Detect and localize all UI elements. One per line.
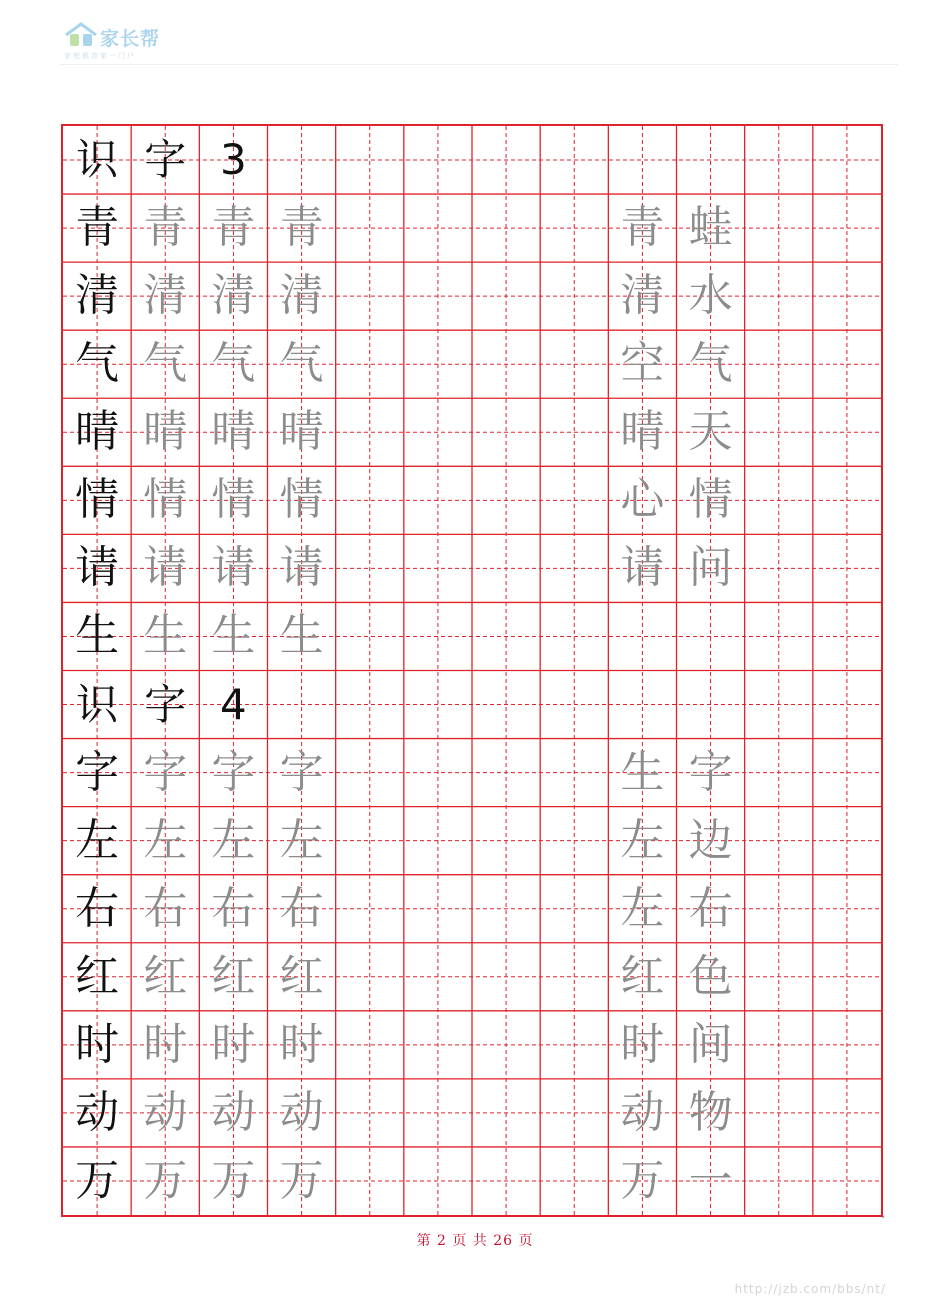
practice-row xyxy=(63,1079,881,1147)
grid-cell xyxy=(131,534,199,602)
trace-char: 左 xyxy=(143,814,188,866)
word-char: 蛙 xyxy=(688,202,733,254)
grid-cell xyxy=(268,875,336,943)
grid-cell xyxy=(608,875,676,943)
grid-cell xyxy=(131,398,199,466)
model-char: 清 xyxy=(75,270,120,322)
word-char: 一 xyxy=(688,1154,733,1206)
grid-cell xyxy=(677,466,745,534)
trace-char: 右 xyxy=(211,882,256,934)
practice-row xyxy=(63,875,881,943)
word-char: 请 xyxy=(620,542,665,594)
grid-cell xyxy=(131,126,199,194)
grid-cell xyxy=(63,330,131,398)
section-heading-char: 识 xyxy=(76,135,119,185)
grid-cell xyxy=(199,262,267,330)
trace-char: 字 xyxy=(279,746,324,798)
model-char: 生 xyxy=(75,610,120,662)
word-char: 物 xyxy=(688,1086,733,1138)
model-char: 时 xyxy=(75,1018,120,1070)
grid-cell xyxy=(63,126,131,194)
practice-row xyxy=(63,1011,881,1079)
grid-cell xyxy=(131,671,199,739)
trace-char: 青 xyxy=(211,202,256,254)
grid-cell xyxy=(608,1147,676,1215)
model-char: 万 xyxy=(75,1154,120,1206)
trace-char: 情 xyxy=(211,474,256,526)
site-url: http://jzb.com/bbs/nt/ xyxy=(734,1282,886,1296)
tianzige-practice-grid xyxy=(61,124,883,1217)
practice-row xyxy=(63,739,881,807)
trace-char: 左 xyxy=(279,814,324,866)
model-char: 字 xyxy=(75,746,120,798)
grid-cell xyxy=(63,739,131,807)
grid-cell xyxy=(677,1079,745,1147)
grid-cell xyxy=(268,943,336,1011)
grid-cell xyxy=(608,194,676,262)
section-heading-char: 识 xyxy=(76,679,119,729)
trace-char: 万 xyxy=(143,1154,188,1206)
trace-char: 字 xyxy=(143,746,188,798)
grid-cell xyxy=(131,262,199,330)
grid-cell xyxy=(199,466,267,534)
word-char: 水 xyxy=(688,270,733,322)
trace-char: 气 xyxy=(211,338,256,390)
grid-cell xyxy=(608,807,676,875)
corner-mark: ' xyxy=(882,1215,885,1224)
model-char: 青 xyxy=(75,202,120,254)
grid-cell xyxy=(199,943,267,1011)
trace-char: 时 xyxy=(143,1018,188,1070)
header-divider xyxy=(60,64,898,65)
model-char: 情 xyxy=(75,474,120,526)
grid-cell xyxy=(268,1079,336,1147)
section-heading-row xyxy=(63,671,881,739)
grid-cell xyxy=(608,739,676,807)
grid-cell xyxy=(608,330,676,398)
trace-char: 生 xyxy=(143,610,188,662)
grid-cell xyxy=(199,534,267,602)
trace-char: 气 xyxy=(143,338,188,390)
grid-cell xyxy=(63,466,131,534)
grid-cell xyxy=(677,1011,745,1079)
trace-char: 左 xyxy=(211,814,256,866)
trace-char: 时 xyxy=(279,1018,324,1070)
grid-cell xyxy=(677,534,745,602)
trace-char: 清 xyxy=(211,270,256,322)
grid-cell xyxy=(131,466,199,534)
grid-cell xyxy=(268,330,336,398)
grid-cell xyxy=(199,875,267,943)
grid-cell xyxy=(131,807,199,875)
word-char: 情 xyxy=(688,474,733,526)
grid-cell xyxy=(268,1011,336,1079)
logo-subtitle: 家庭教育第一门户 xyxy=(64,52,136,60)
practice-row xyxy=(63,602,881,670)
model-char: 气 xyxy=(75,338,120,390)
grid-cell xyxy=(677,1147,745,1215)
section-heading-char: 3 xyxy=(220,135,247,185)
grid-cell xyxy=(608,943,676,1011)
trace-char: 青 xyxy=(143,202,188,254)
page-number: 第 2 页 共 26 页 xyxy=(416,1233,534,1249)
word-char: 左 xyxy=(620,882,665,934)
grid-cell xyxy=(131,1079,199,1147)
section-heading-row xyxy=(63,126,881,194)
section-heading-char: 字 xyxy=(144,135,187,185)
trace-char: 动 xyxy=(279,1086,324,1138)
grid-cell xyxy=(131,330,199,398)
grid-cell xyxy=(131,943,199,1011)
grid-cell xyxy=(608,534,676,602)
trace-char: 请 xyxy=(143,542,188,594)
trace-char: 情 xyxy=(279,474,324,526)
grid-cell xyxy=(199,126,267,194)
grid-cell xyxy=(131,875,199,943)
word-char: 天 xyxy=(688,406,733,458)
model-char: 左 xyxy=(75,814,120,866)
grid-cell xyxy=(268,194,336,262)
grid-cell xyxy=(677,194,745,262)
trace-char: 字 xyxy=(211,746,256,798)
grid-cell xyxy=(268,807,336,875)
word-char: 生 xyxy=(620,746,665,798)
word-char: 万 xyxy=(620,1154,665,1206)
grid-cell xyxy=(199,194,267,262)
grid-cell xyxy=(199,671,267,739)
jzb-logo xyxy=(64,18,174,62)
word-char: 气 xyxy=(688,338,733,390)
grid-cell xyxy=(63,1011,131,1079)
practice-row xyxy=(63,194,881,262)
grid-cell xyxy=(677,330,745,398)
model-char: 请 xyxy=(75,542,120,594)
grid-cell xyxy=(63,534,131,602)
grid-cell xyxy=(268,262,336,330)
section-heading-char: 4 xyxy=(220,679,247,729)
trace-char: 万 xyxy=(279,1154,324,1206)
grid-cell xyxy=(131,602,199,670)
trace-char: 右 xyxy=(279,882,324,934)
grid-cell xyxy=(199,1079,267,1147)
grid-cell xyxy=(63,262,131,330)
word-char: 字 xyxy=(688,746,733,798)
trace-char: 青 xyxy=(279,202,324,254)
trace-char: 动 xyxy=(143,1086,188,1138)
trace-char: 万 xyxy=(211,1154,256,1206)
section-heading-char: 字 xyxy=(144,679,187,729)
practice-row xyxy=(63,1147,881,1215)
logo-text: 家长帮 xyxy=(100,28,161,50)
trace-char: 生 xyxy=(279,610,324,662)
trace-char: 右 xyxy=(143,882,188,934)
grid-cell xyxy=(63,943,131,1011)
trace-char: 请 xyxy=(279,542,324,594)
grid-cell xyxy=(131,194,199,262)
word-char: 清 xyxy=(620,270,665,322)
trace-char: 红 xyxy=(279,950,324,1002)
grid-cell xyxy=(608,1079,676,1147)
grid-cell xyxy=(131,1011,199,1079)
grid-cell xyxy=(199,398,267,466)
trace-char: 晴 xyxy=(143,406,188,458)
practice-row xyxy=(63,534,881,602)
trace-char: 清 xyxy=(279,270,324,322)
grid-cell xyxy=(268,602,336,670)
grid-cell xyxy=(199,1147,267,1215)
grid-cell xyxy=(63,1147,131,1215)
trace-char: 请 xyxy=(211,542,256,594)
grid-cell xyxy=(677,943,745,1011)
grid-cell xyxy=(199,807,267,875)
grid-cell xyxy=(63,194,131,262)
word-char: 左 xyxy=(620,814,665,866)
trace-char: 红 xyxy=(143,950,188,1002)
grid-cell xyxy=(63,671,131,739)
trace-char: 红 xyxy=(211,950,256,1002)
practice-row xyxy=(63,943,881,1011)
grid-cell xyxy=(608,466,676,534)
grid-cell xyxy=(268,466,336,534)
grid-cell xyxy=(608,398,676,466)
grid-cell xyxy=(199,739,267,807)
word-char: 青 xyxy=(620,202,665,254)
grid-cell xyxy=(63,875,131,943)
word-char: 时 xyxy=(620,1018,665,1070)
trace-char: 气 xyxy=(279,338,324,390)
grid-cell xyxy=(63,398,131,466)
grid-cell xyxy=(131,739,199,807)
trace-char: 动 xyxy=(211,1086,256,1138)
grid-cell xyxy=(131,1147,199,1215)
grid-cell xyxy=(268,534,336,602)
model-char: 动 xyxy=(75,1086,120,1138)
grid-cell xyxy=(199,1011,267,1079)
grid-cell xyxy=(199,602,267,670)
grid-cell xyxy=(677,739,745,807)
grid-cell xyxy=(677,398,745,466)
grid-cell xyxy=(677,875,745,943)
model-char: 红 xyxy=(75,950,120,1002)
grid-cell xyxy=(63,602,131,670)
word-char: 空 xyxy=(620,338,665,390)
grid-cell xyxy=(199,330,267,398)
word-char: 间 xyxy=(688,1018,733,1070)
practice-row xyxy=(63,466,881,534)
word-char: 右 xyxy=(688,882,733,934)
word-char: 红 xyxy=(620,950,665,1002)
grid-cell xyxy=(268,398,336,466)
word-char: 问 xyxy=(688,542,733,594)
practice-row xyxy=(63,330,881,398)
grid-cell xyxy=(268,739,336,807)
grid-cell xyxy=(268,1147,336,1215)
trace-char: 晴 xyxy=(211,406,256,458)
grid-cell xyxy=(677,262,745,330)
grid-cell xyxy=(608,262,676,330)
grid-cell xyxy=(608,1011,676,1079)
practice-row xyxy=(63,807,881,875)
word-char: 晴 xyxy=(620,406,665,458)
trace-char: 时 xyxy=(211,1018,256,1070)
house-logo-icon xyxy=(64,22,98,48)
word-char: 边 xyxy=(688,814,733,866)
grid-cell xyxy=(63,1079,131,1147)
model-char: 晴 xyxy=(75,406,120,458)
model-char: 右 xyxy=(75,882,120,934)
grid-cell xyxy=(63,807,131,875)
word-char: 色 xyxy=(688,950,733,1002)
trace-char: 清 xyxy=(143,270,188,322)
grid-cell xyxy=(677,807,745,875)
trace-char: 生 xyxy=(211,610,256,662)
practice-row xyxy=(63,398,881,466)
trace-char: 情 xyxy=(143,474,188,526)
word-char: 心 xyxy=(620,474,665,526)
word-char: 动 xyxy=(620,1086,665,1138)
practice-row xyxy=(63,262,881,330)
trace-char: 晴 xyxy=(279,406,324,458)
